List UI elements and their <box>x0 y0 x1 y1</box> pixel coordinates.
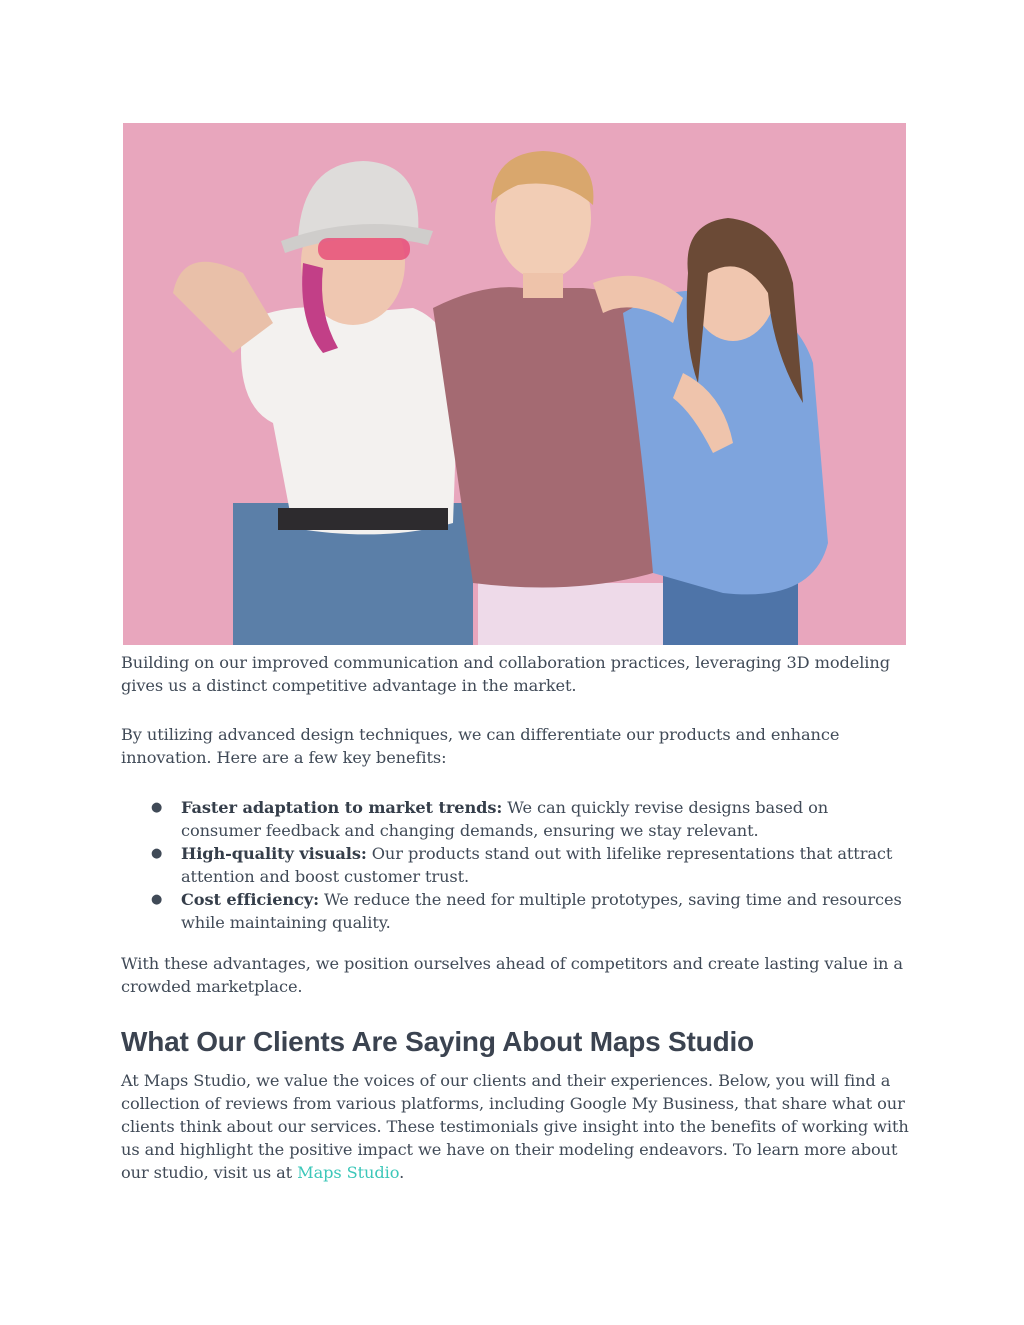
intro-paragraph: Building on our improved communication and collaboration practices, leveraging 3D modeling gives us a distinct competitive advantage in the market. <box>121 653 890 695</box>
testimonials-body: At Maps Studio, we value the voices of our clients and their experiences. Below, you will find a collection of reviews from various platforms, including Google My Business, that share what our clients think about our services. These testimonials give insight into the benefits of working with us and highlight the positive impact we have on their modeling endeavors. To learn more about our studio, visit us at <box>121 1071 909 1182</box>
benefits-intro-paragraph: By utilizing advanced design techniques, we can differentiate our products and enhance innovation. Here are a few key benefits: <box>121 725 840 767</box>
maps-studio-link[interactable]: Maps Studio <box>297 1163 400 1182</box>
bullet-icon: ● <box>151 846 163 861</box>
bullet-icon: ● <box>151 892 163 907</box>
list-item <box>121 796 911 842</box>
benefit-text: Our products stand out with lifelike representations that attract attention and boost customer trust. <box>181 844 893 886</box>
list-item <box>121 888 911 934</box>
list-item <box>121 842 911 888</box>
conclusion-paragraph: With these advantages, we position ourselves ahead of competitors and create lasting value in a crowded marketplace. <box>121 954 903 996</box>
section-heading: What Our Clients Are Saying About Maps Studio <box>121 1026 754 1057</box>
hero-photo <box>123 123 906 645</box>
benefits-list <box>121 796 911 934</box>
trailing-period: . <box>399 1163 405 1182</box>
bullet-icon: ● <box>151 800 163 815</box>
benefit-title: Cost efficiency: <box>181 890 319 909</box>
benefit-title: Faster adaptation to market trends: <box>181 798 503 817</box>
photo-three-friends-icon <box>123 123 906 645</box>
benefit-title: High-quality visuals: <box>181 844 367 863</box>
benefit-text: We reduce the need for multiple prototypes, saving time and resources while maintaining quality. <box>181 890 902 932</box>
testimonials-intro-paragraph <box>121 1069 911 1184</box>
benefit-text: We can quickly revise designs based on consumer feedback and changing demands, ensuring we stay relevant. <box>181 798 829 840</box>
